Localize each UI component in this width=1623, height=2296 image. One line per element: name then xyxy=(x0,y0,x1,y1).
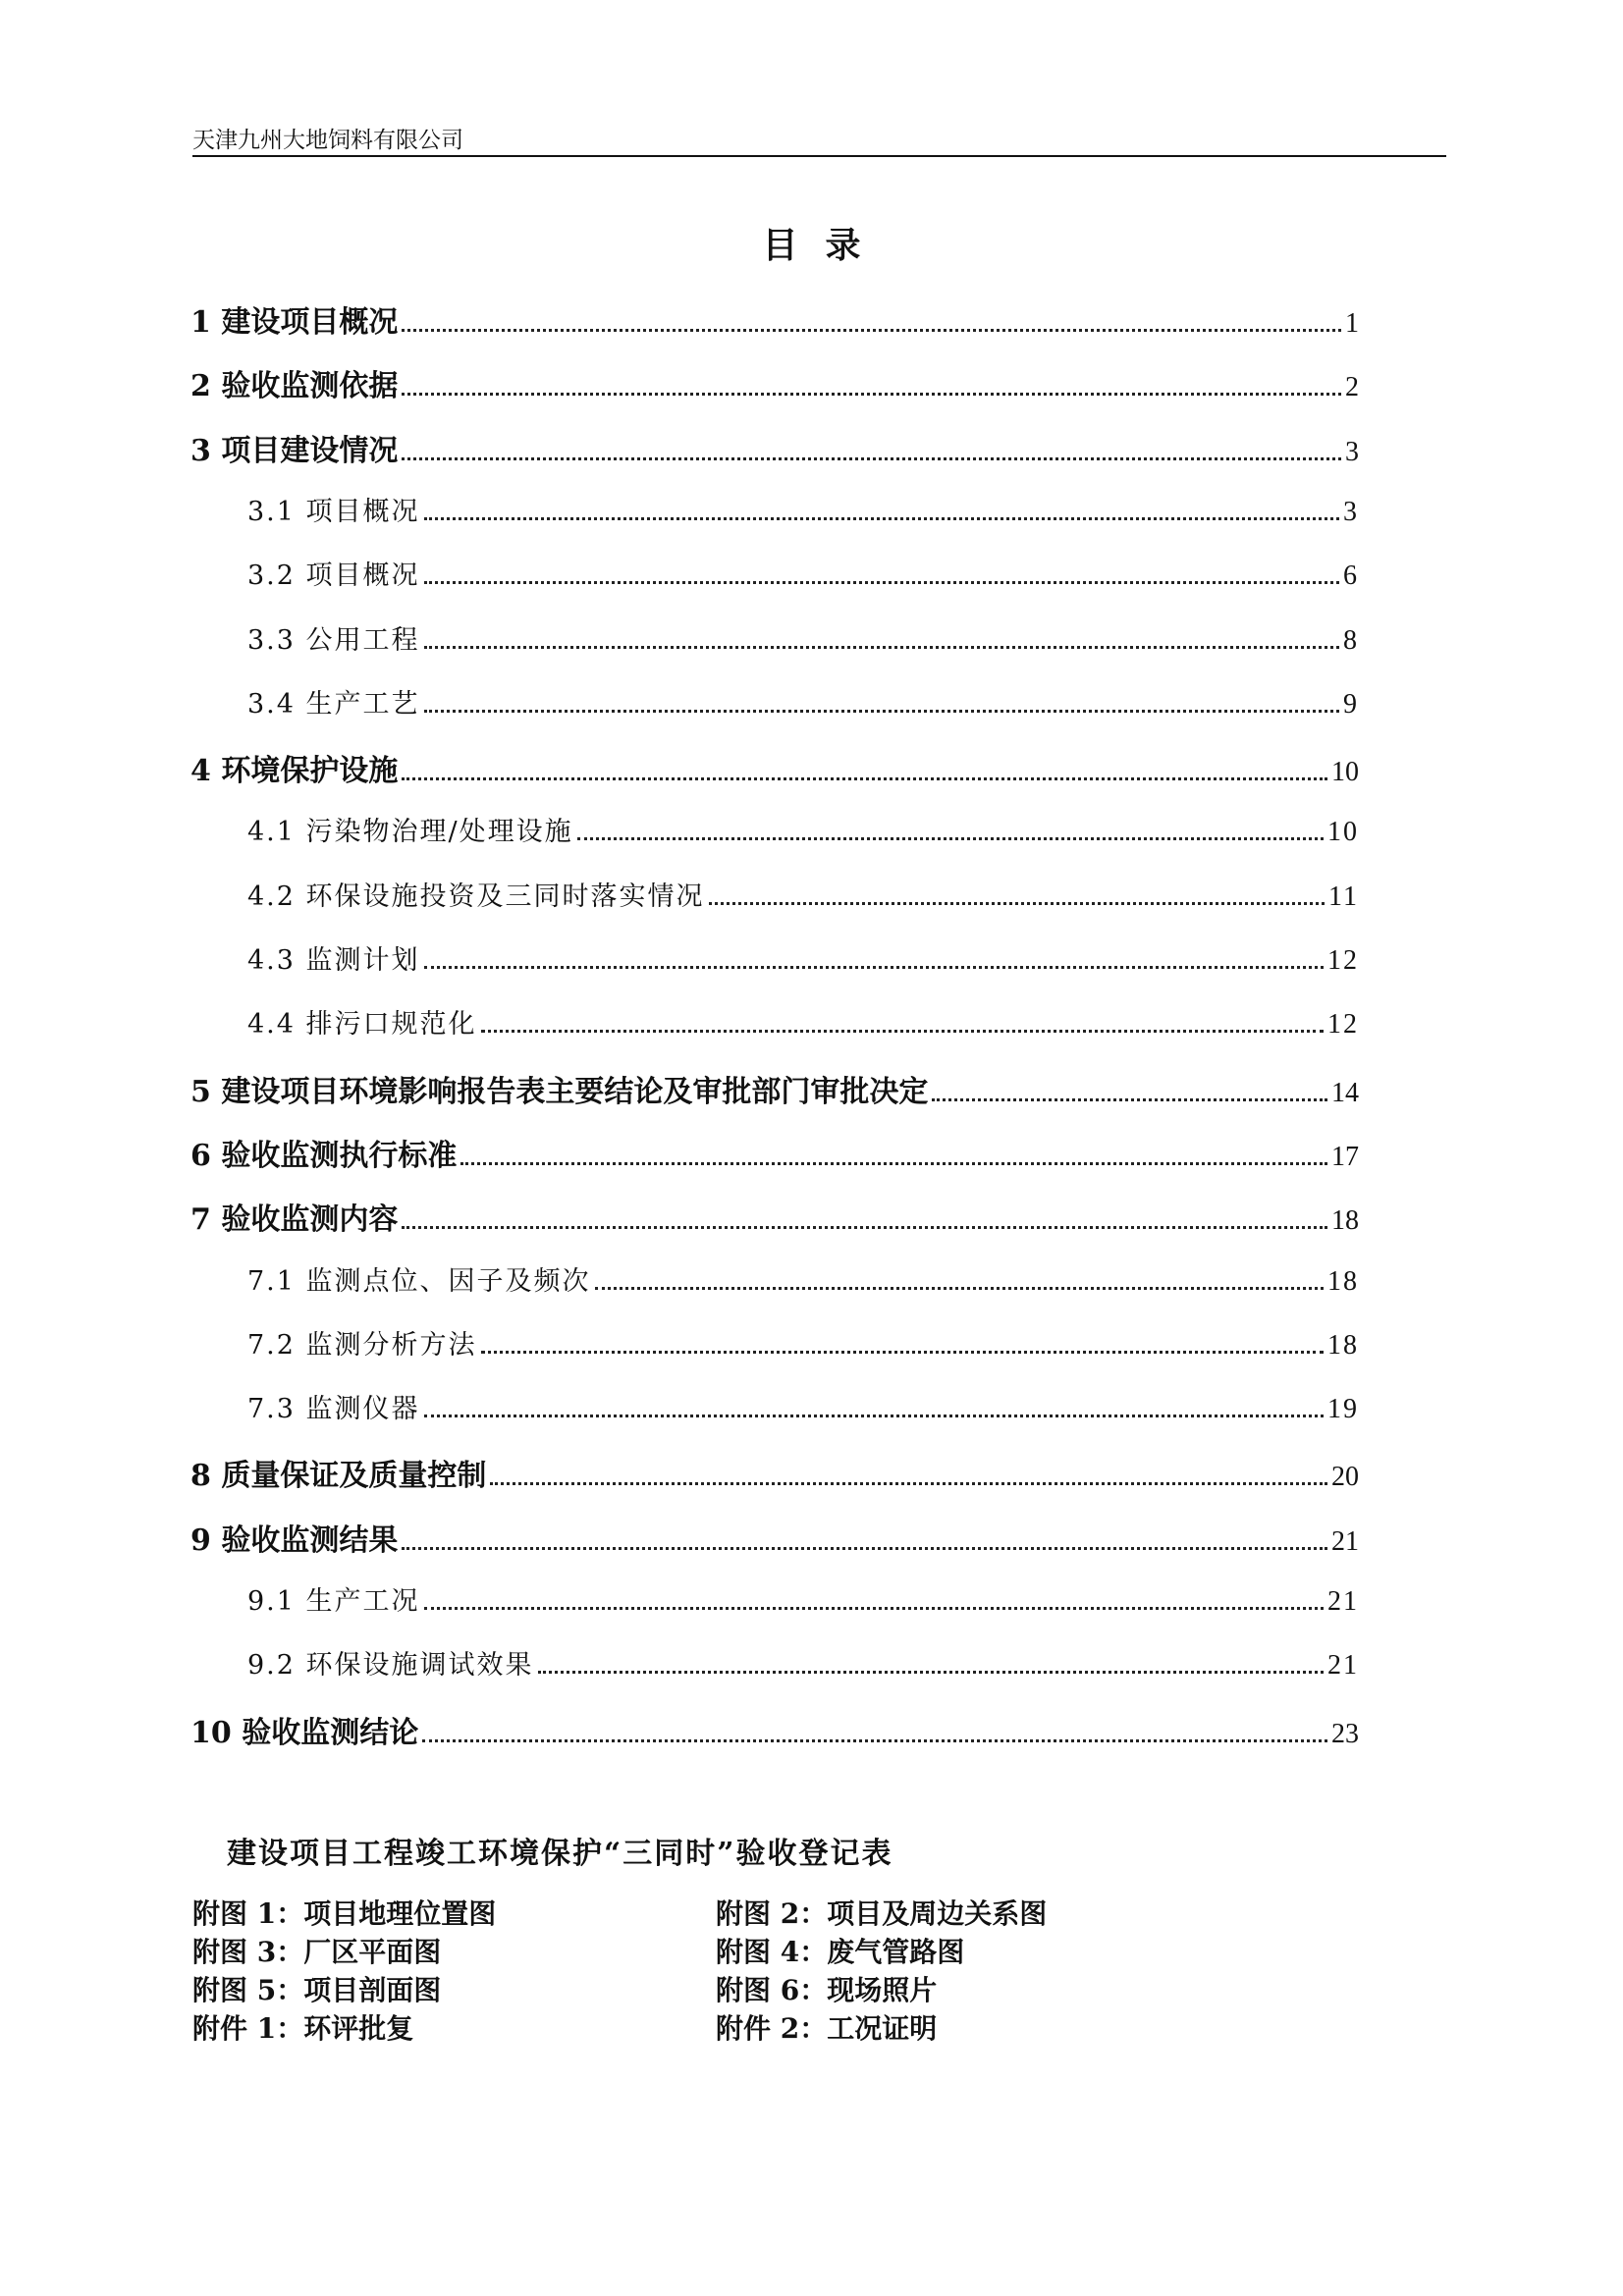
attachment-row xyxy=(192,1931,1174,1969)
toc-dot-leader xyxy=(932,1098,1327,1101)
toc-dot-leader xyxy=(424,1415,1324,1417)
toc-title: 目录 xyxy=(762,225,889,266)
toc-entry-label: 9 验收监测结果 xyxy=(190,1523,399,1558)
toc-entry-label: 10 验收监测结论 xyxy=(190,1716,419,1750)
toc-entry-label: 3 项目建设情况 xyxy=(190,434,399,468)
toc-entry-page-number: 10 xyxy=(1331,757,1359,787)
toc-dot-leader xyxy=(402,777,1327,780)
toc-dot-leader xyxy=(402,1547,1327,1550)
toc-dot-leader xyxy=(424,710,1339,713)
toc-entry-page-number: 18 xyxy=(1331,1205,1359,1236)
toc-entry[interactable] xyxy=(247,810,1359,849)
toc-entry-label: 7.2 监测分析方法 xyxy=(247,1330,477,1361)
toc-entry-page-number: 12 xyxy=(1327,1009,1359,1040)
toc-entry[interactable] xyxy=(190,361,1359,403)
toc-entry-label: 4.3 监测计划 xyxy=(247,945,420,976)
toc-entry-label: 3.4 生产工艺 xyxy=(247,689,420,720)
toc-dot-leader xyxy=(424,966,1324,969)
toc-entry[interactable] xyxy=(247,618,1359,658)
attachment-item: 附图 1：项目地理位置图 xyxy=(192,1897,497,1930)
toc-entry[interactable] xyxy=(247,1323,1359,1362)
toc-entry-label: 2 验收监测依据 xyxy=(190,369,399,403)
attachment-item: 附图 4：废气管路图 xyxy=(716,1936,965,1968)
toc-entry-label: 7 验收监测内容 xyxy=(190,1202,399,1237)
toc-entry-page-number: 10 xyxy=(1327,817,1359,847)
toc-dot-leader xyxy=(460,1162,1327,1165)
toc-dot-leader xyxy=(577,837,1324,840)
toc-entry-page-number: 8 xyxy=(1343,625,1359,656)
toc-entry[interactable] xyxy=(190,1708,1359,1750)
toc-entry-page-number: 20 xyxy=(1331,1462,1359,1492)
toc-entry-label: 7.1 监测点位、因子及频次 xyxy=(247,1266,591,1297)
toc-entry-label: 3.1 项目概况 xyxy=(247,497,420,527)
toc-entry-label: 4.4 排污口规范化 xyxy=(247,1009,477,1040)
toc-entry-page-number: 3 xyxy=(1343,497,1359,527)
toc-entry[interactable] xyxy=(247,1643,1359,1682)
toc-entry-page-number: 18 xyxy=(1327,1266,1359,1297)
attachment-item: 附件 2：工况证明 xyxy=(716,2012,938,2045)
attachment-item: 附图 6：现场照片 xyxy=(716,1974,938,2006)
toc-dot-leader xyxy=(424,646,1339,649)
toc-entry-page-number: 14 xyxy=(1331,1078,1359,1108)
toc-entry-label: 4.1 污染物治理/处理设施 xyxy=(247,817,573,847)
toc-entry[interactable] xyxy=(247,875,1359,914)
toc-entry[interactable] xyxy=(190,746,1359,788)
toc-entry-page-number: 19 xyxy=(1327,1394,1359,1424)
toc-entry-page-number: 9 xyxy=(1343,689,1359,720)
toc-dot-leader xyxy=(481,1030,1324,1033)
register-table-title: 建设项目工程竣工环境保护“三同时”验收登记表 xyxy=(227,1837,893,1871)
attachments-list xyxy=(192,1893,1174,2046)
toc-entry[interactable] xyxy=(247,1579,1359,1619)
toc-dot-leader xyxy=(424,1607,1324,1610)
toc-entry-page-number: 2 xyxy=(1345,372,1359,402)
toc-entry-page-number: 23 xyxy=(1331,1719,1359,1749)
company-name: 天津九州大地饲料有限公司 xyxy=(192,128,463,153)
toc-entry-label: 8 质量保证及质量控制 xyxy=(190,1459,487,1493)
toc-entry-label: 4 环境保护设施 xyxy=(190,754,399,788)
toc-entry[interactable] xyxy=(190,1067,1359,1109)
toc-entry-page-number: 18 xyxy=(1327,1330,1359,1361)
toc-entry[interactable] xyxy=(190,426,1359,468)
toc-entry-label: 9.2 环保设施调试效果 xyxy=(247,1650,534,1681)
toc-entry-label: 4.2 环保设施投资及三同时落实情况 xyxy=(247,881,705,912)
toc-entry-page-number: 3 xyxy=(1345,437,1359,467)
attachment-row xyxy=(192,2007,1174,2046)
toc-entry[interactable] xyxy=(247,1259,1359,1299)
toc-entry-page-number: 17 xyxy=(1331,1142,1359,1172)
toc-entry-page-number: 1 xyxy=(1345,308,1359,339)
toc-entry[interactable] xyxy=(247,490,1359,529)
toc-entry-page-number: 21 xyxy=(1327,1586,1359,1617)
toc-dot-leader xyxy=(402,329,1341,332)
toc-dot-leader xyxy=(424,581,1339,584)
toc-entry-label: 6 验收监测执行标准 xyxy=(190,1139,458,1173)
toc-entry-page-number: 6 xyxy=(1343,561,1359,591)
toc-dot-leader xyxy=(709,902,1325,905)
toc-entry[interactable] xyxy=(190,1131,1359,1173)
toc-dot-leader xyxy=(538,1671,1324,1674)
toc-entry-label: 1 建设项目概况 xyxy=(190,305,399,340)
toc-entry[interactable] xyxy=(247,554,1359,593)
toc-entry-label: 9.1 生产工况 xyxy=(247,1586,420,1617)
toc-entry-page-number: 12 xyxy=(1327,945,1359,976)
toc-entry-label: 5 建设项目环境影响报告表主要结论及审批部门审批决定 xyxy=(190,1075,929,1109)
toc-entry-page-number: 21 xyxy=(1327,1650,1359,1681)
toc-dot-leader xyxy=(490,1482,1327,1485)
toc-dot-leader xyxy=(402,393,1341,396)
toc-entry[interactable] xyxy=(190,297,1359,340)
attachment-item: 附图 3：厂区平面图 xyxy=(192,1936,442,1968)
toc-dot-leader xyxy=(402,457,1341,460)
toc-entry-page-number: 21 xyxy=(1331,1526,1359,1557)
toc-entry-label: 7.3 监测仪器 xyxy=(247,1394,420,1424)
attachment-row xyxy=(192,1969,1174,2007)
toc-dot-leader xyxy=(422,1739,1327,1742)
toc-entry-label: 3.2 项目概况 xyxy=(247,561,420,591)
toc-dot-leader xyxy=(402,1226,1327,1229)
toc-entry[interactable] xyxy=(247,1387,1359,1426)
attachment-row xyxy=(192,1893,1174,1931)
toc-dot-leader xyxy=(595,1287,1324,1290)
toc-entry-page-number: 11 xyxy=(1328,881,1359,912)
toc-entry[interactable] xyxy=(247,1002,1359,1041)
toc-entry-label: 3.3 公用工程 xyxy=(247,625,420,656)
toc-entry[interactable] xyxy=(190,1195,1359,1237)
attachment-item: 附图 5：项目剖面图 xyxy=(192,1974,442,2006)
toc-entry[interactable] xyxy=(247,938,1359,978)
toc-entry[interactable] xyxy=(190,1451,1359,1493)
toc-dot-leader xyxy=(424,517,1339,520)
attachment-item: 附件 1：环评批复 xyxy=(192,2012,414,2045)
page-header xyxy=(192,116,1446,157)
toc-dot-leader xyxy=(481,1351,1324,1354)
toc-entry[interactable] xyxy=(247,682,1359,721)
attachment-item: 附图 2：项目及周边关系图 xyxy=(716,1897,1048,1930)
toc-entry[interactable] xyxy=(190,1516,1359,1558)
